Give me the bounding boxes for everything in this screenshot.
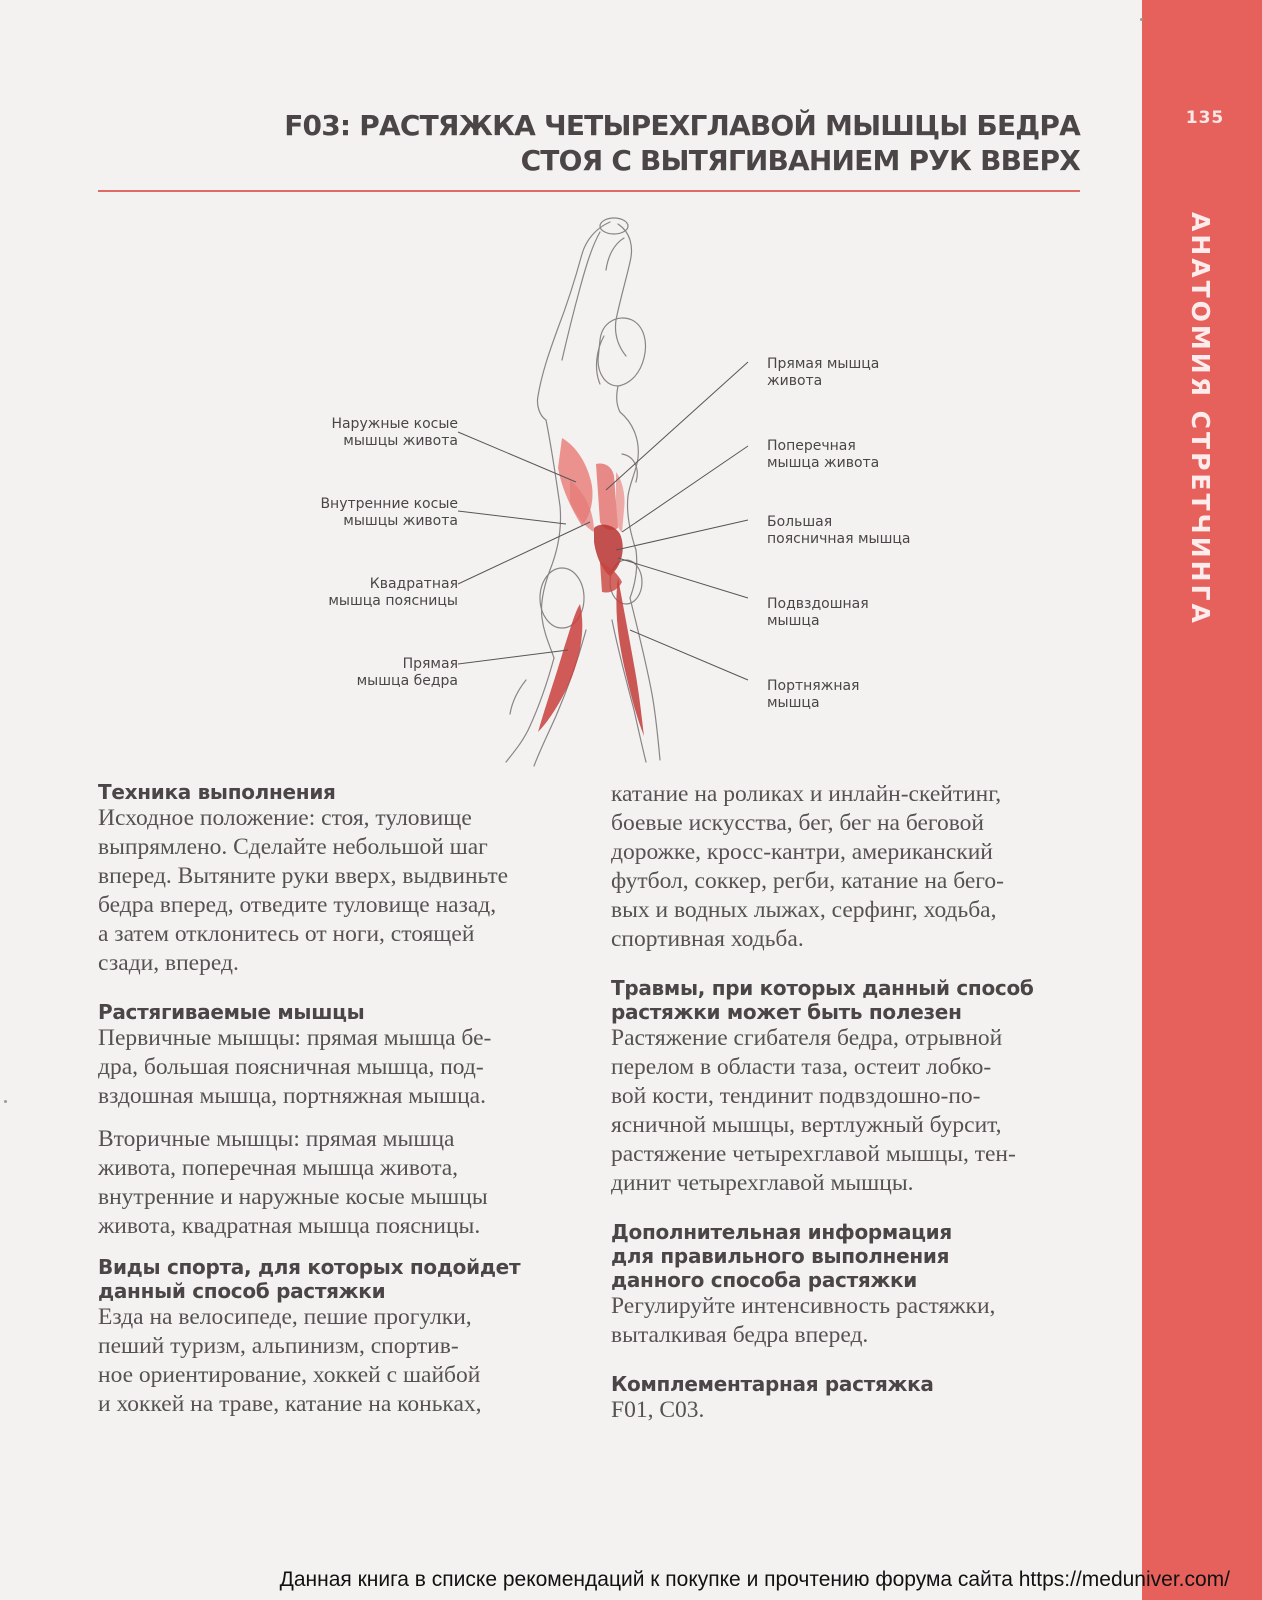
label-iliacus: Подвздошная мышца bbox=[767, 596, 869, 629]
technique-heading: Техника выполнения bbox=[98, 780, 336, 804]
page-number: 135 bbox=[1185, 108, 1225, 128]
technique-text: Исходное положение: стоя, туловище выпрямлено. Сделайте небольшой шаг вперед. Вытяните руки вверх, выдвиньте бедра вперед, отведите туловище назад, а затем отклонитесь от ноги, стоящей сзади, вперед. bbox=[98, 805, 509, 976]
extra-info-heading: Дополнительная информация для правильного выполнения данного способа растяжки bbox=[611, 1220, 952, 1292]
section-tab: АНАТОМИЯ СТРЕТЧИНГА bbox=[1186, 212, 1215, 626]
primary-muscles-text: Первичные мышцы: прямая мышца бе- дра, большая поясничная мышца, под- вздошная мышца, портняжная мышца. bbox=[98, 1025, 492, 1109]
muscle-highlights bbox=[538, 438, 644, 736]
right-column bbox=[611, 780, 1081, 1425]
label-internal-oblique: Внутренние косые мышцы живота bbox=[320, 496, 458, 529]
label-quadratus-lumborum: Квадратная мышца поясницы bbox=[328, 576, 458, 609]
extra-info-text: Регулируйте интенсивность растяжки, выталкивая бедра вперед. bbox=[611, 1293, 996, 1348]
muscles-heading: Растягиваемые мышцы bbox=[98, 1000, 365, 1024]
label-external-oblique: Наружные косые мышцы живота bbox=[331, 416, 458, 449]
title-line-2: СТОЯ С ВЫТЯГИВАНИЕМ РУК ВВЕРХ bbox=[520, 144, 1080, 177]
sports-heading: Виды спорта, для которых подойдет данный способ растяжки bbox=[98, 1255, 521, 1303]
rectus-femoris-muscle bbox=[538, 604, 582, 732]
label-psoas-major: Большая поясничная мышца bbox=[767, 514, 911, 547]
injuries-heading: Травмы, при которых данный способ растяжки может быть полезен bbox=[611, 976, 1034, 1024]
scan-speck bbox=[4, 1100, 7, 1103]
left-column bbox=[98, 780, 568, 1419]
label-transverse-abdominis: Поперечная мышца живота bbox=[767, 438, 880, 471]
scan-speck bbox=[1140, 18, 1143, 21]
complementary-heading: Комплементарная растяжка bbox=[611, 1372, 934, 1396]
title-divider bbox=[98, 190, 1080, 192]
injuries-text: Растяжение сгибателя бедра, отрывной перелом в области таза, остеит лобко- вой кости, тендинит подвздошно-по- ясничной мышцы, вертлужный бурсит, растяжение четырехглавой мышцы, тен- динит четырехглавой мышцы. bbox=[611, 1025, 1016, 1196]
footer-note: Данная книга в списке рекомендаций к покупке и прочтению форума сайта https://meduniver.com/ bbox=[279, 1568, 1230, 1591]
transverse-abdominis-muscle bbox=[616, 472, 625, 532]
label-rectus-femoris: Прямая мышца бедра bbox=[356, 656, 458, 689]
page-title bbox=[98, 108, 1080, 178]
secondary-muscles-text: Вторичные мышцы: прямая мышца живота, поперечная мышца живота, внутренние и наружные косые мышцы живота, квадратная мышца поясницы. bbox=[98, 1126, 488, 1239]
label-rectus-abdominis: Прямая мышца живота bbox=[767, 356, 880, 389]
label-sartorius: Портняжная мышца bbox=[767, 678, 860, 711]
sports-text-continued: катание на роликах и инлайн-скейтинг, боевые искусства, бег, бег на беговой дорожке, кросс-кантри, американский футбол, соккер, регби, катание на бего- вых и водных лыжах, серфинг, ходьба, спортивная ходьба. bbox=[611, 781, 1004, 952]
rectus-abdominis-muscle bbox=[596, 464, 618, 531]
complementary-text: F01, C03. bbox=[611, 1397, 705, 1423]
anatomy-figure bbox=[300, 210, 940, 770]
sports-text: Езда на велосипеде, пешие прогулки, пеший туризм, альпинизм, спортив- ное ориентирование, хоккей с шайбой и хоккей на траве, катание на коньках, bbox=[98, 1304, 482, 1417]
title-line-1: F03: РАСТЯЖКА ЧЕТЫРЕХГЛАВОЙ МЫШЦЫ БЕДРА bbox=[284, 109, 1080, 142]
